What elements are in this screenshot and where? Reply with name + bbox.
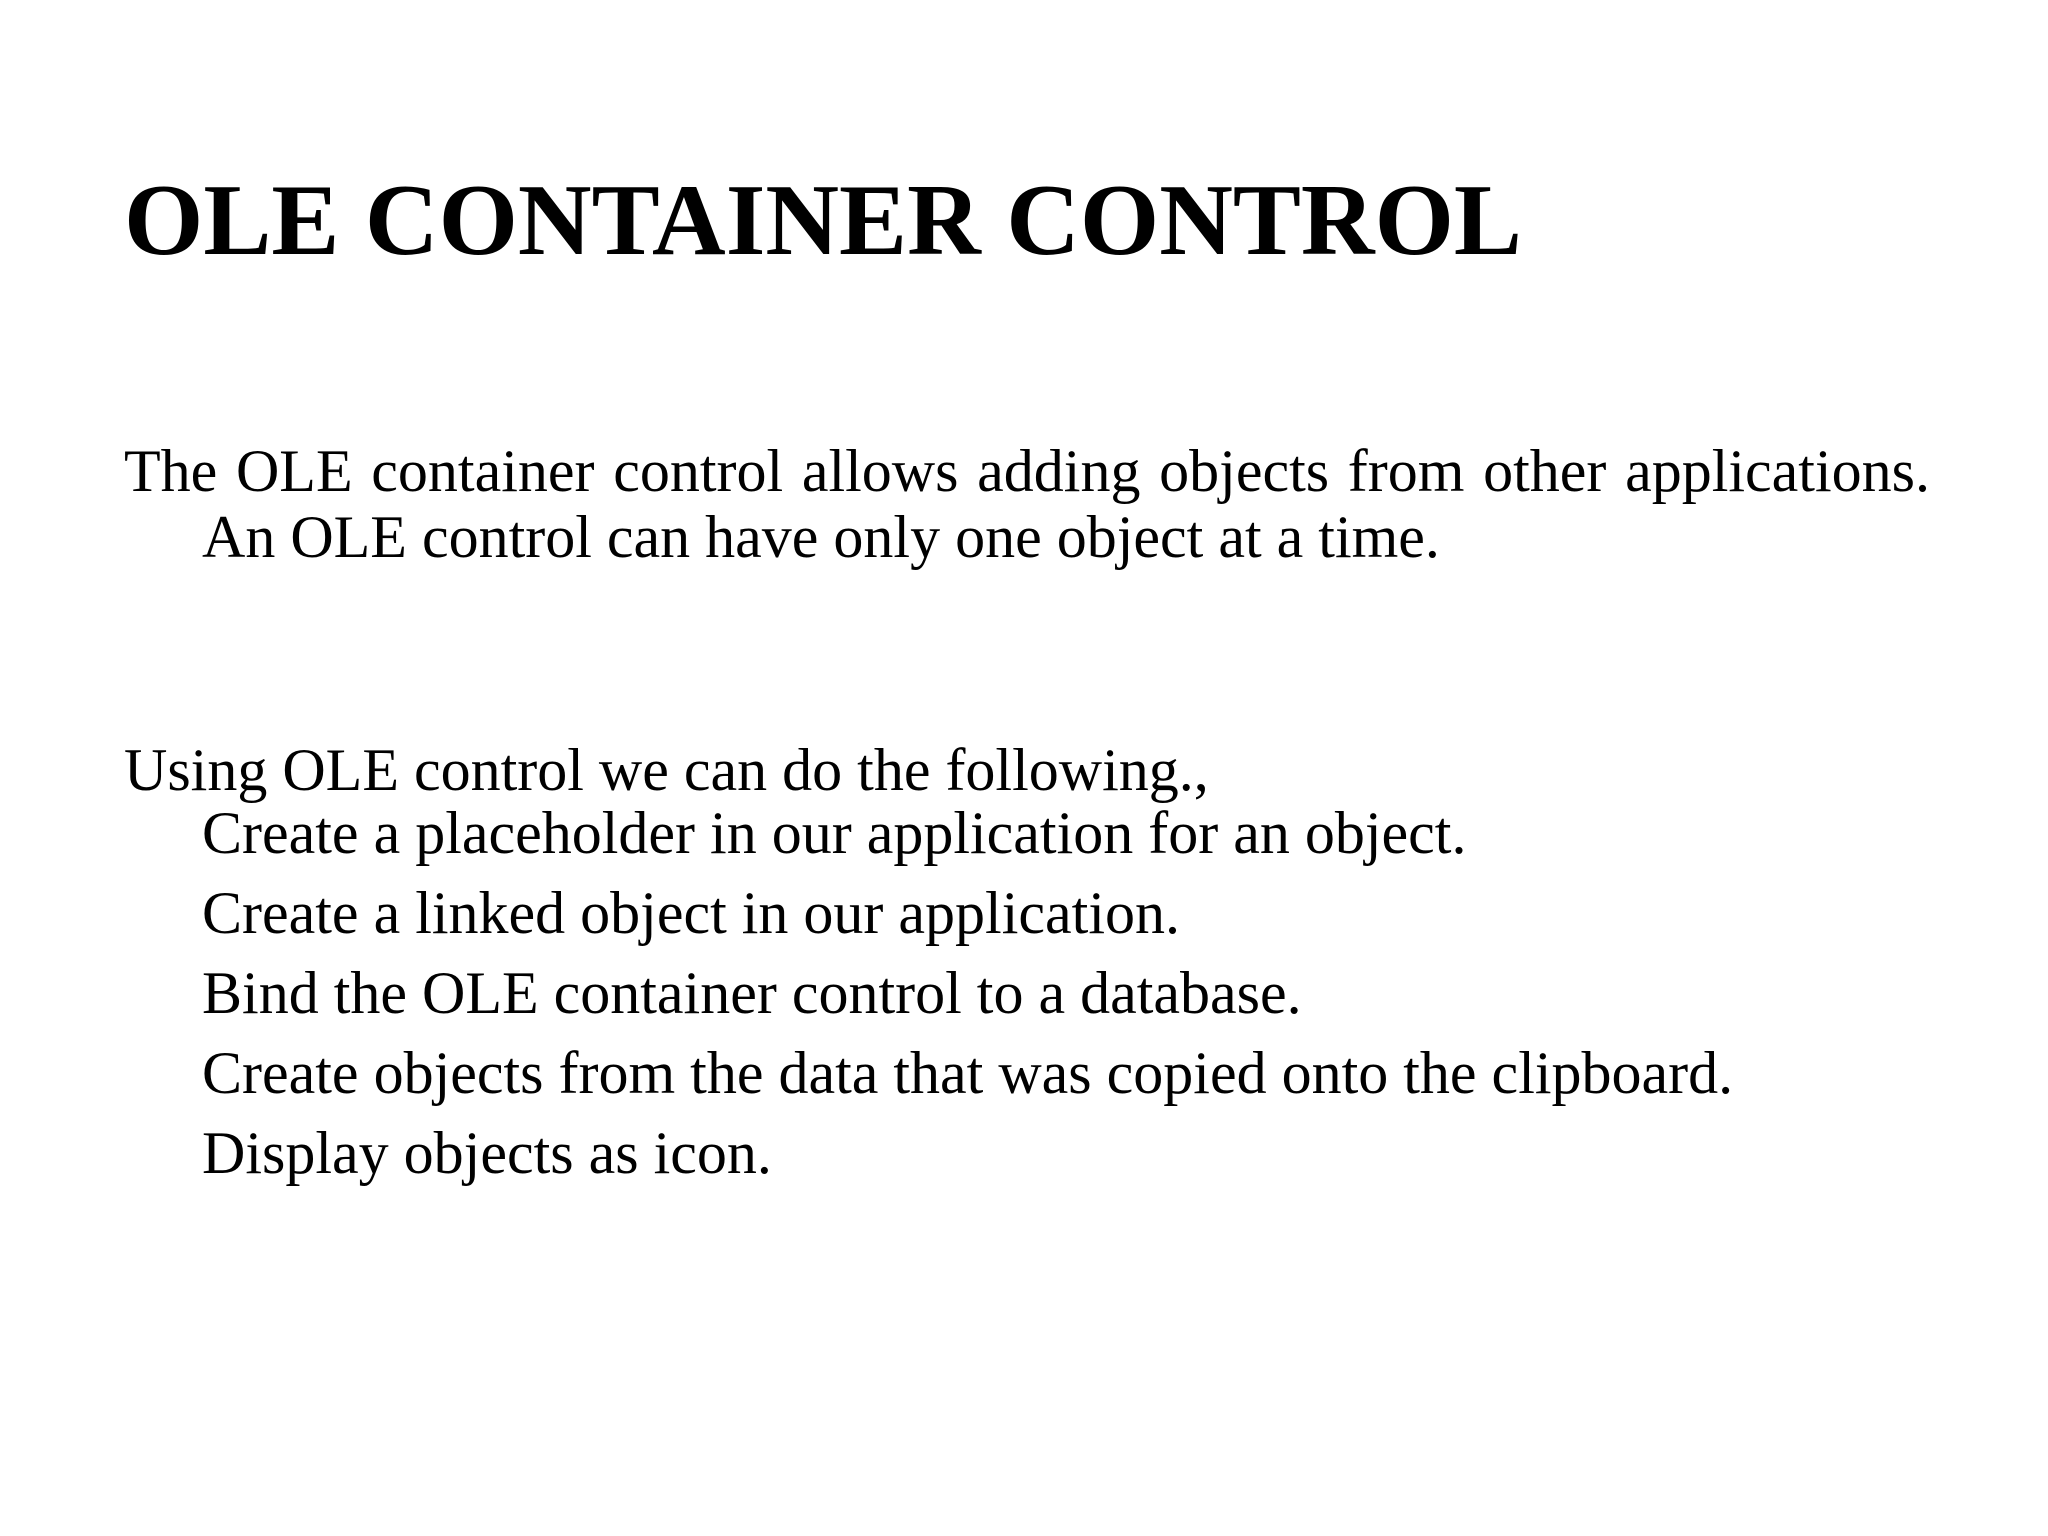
list-lead-text: Using OLE control we can do the following., <box>124 737 1209 803</box>
list-item: Create a placeholder in our application for an object. <box>202 800 1467 866</box>
list-item: Create a linked object in our application. <box>202 880 1180 946</box>
intro-paragraph: The OLE container control allows adding objects from other applications. An OLE control can have only one object at a time. <box>124 438 1930 570</box>
list-item: Display objects as icon. <box>202 1120 772 1186</box>
slide-title: OLE CONTAINER CONTROL <box>124 164 1522 277</box>
list-item: Bind the OLE container control to a database. <box>202 960 1302 1026</box>
capabilities-list <box>202 800 1902 1200</box>
list-item: Create objects from the data that was copied onto the clipboard. <box>202 1040 1734 1106</box>
